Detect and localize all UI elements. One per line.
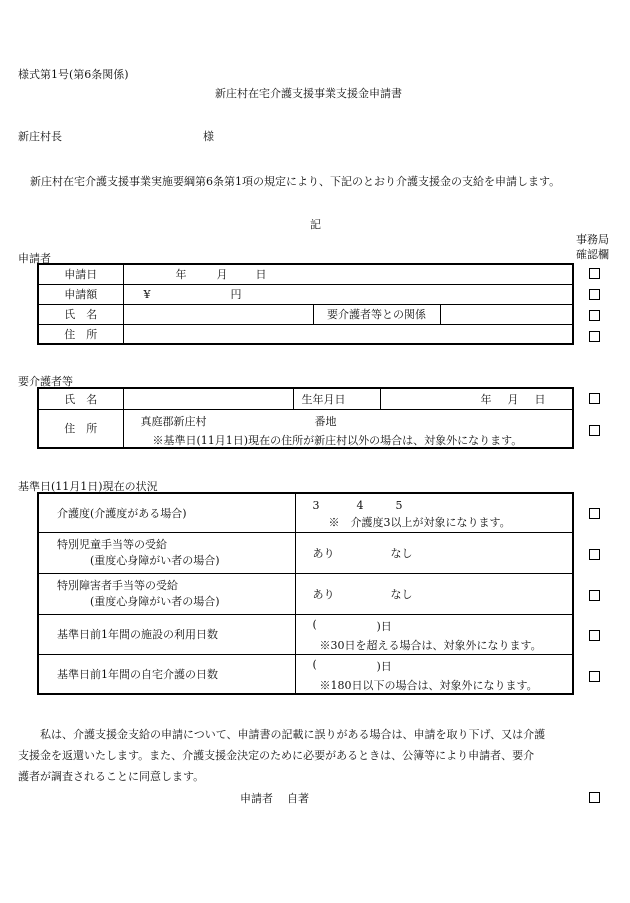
consent-text (18, 724, 545, 787)
intro-text: 新庄村在宅介護支援事業実施要綱第6条第1項の規定により、下記のとおり介護支援金の支給を申請します。 (30, 175, 561, 188)
office-check-line1: 事務局 (576, 233, 609, 246)
recipient-address-field[interactable] (123, 409, 573, 448)
check-signature[interactable] (589, 792, 600, 803)
apply-date-day: 日 (255, 268, 267, 282)
recipient-address-label: 住 所 (38, 409, 123, 448)
disability-allowance-label-1: 特別障害者手当等の受給 (57, 578, 178, 592)
disability-allowance-yes[interactable]: あり (312, 587, 335, 601)
check-recipient-name[interactable] (589, 393, 600, 404)
facility-days-paren-open: ( (312, 618, 317, 631)
home-care-days-field[interactable] (295, 654, 573, 694)
applicant-name-label: 氏 名 (38, 304, 123, 324)
home-care-days-paren-close: )日 (376, 659, 392, 673)
consent-line-3: 護者が調査されることに同意します。 (18, 770, 205, 783)
facility-days-label: 基準日前1年間の施設の利用日数 (38, 614, 295, 654)
child-allowance-field[interactable] (295, 532, 573, 573)
disability-allowance-field[interactable] (295, 573, 573, 614)
signature-sub: 自著 (287, 792, 309, 805)
check-apply-date[interactable] (589, 268, 600, 279)
dob-year: 年 (480, 392, 492, 406)
check-apply-amount[interactable] (589, 289, 600, 300)
recipient-name-label: 氏 名 (38, 388, 123, 409)
office-check-header (576, 232, 609, 262)
check-applicant-address[interactable] (589, 331, 600, 342)
disability-allowance-no[interactable]: なし (390, 587, 413, 601)
address-suffix: 番地 (314, 414, 337, 428)
apply-date-year: 年 (175, 268, 187, 282)
care-level-note: ※ 介護度3以上が対象になります。 (328, 516, 511, 530)
dob-label: 生年月日 (293, 388, 380, 409)
status-section-label: 基準日(11月1日)現在の状況 (18, 480, 158, 493)
applicant-table (37, 263, 574, 345)
form-title: 新庄村在宅介護支援事業支援金申請書 (215, 87, 402, 100)
address-prefix: 真庭郡新庄村 (140, 414, 207, 428)
office-check-line2: 確認欄 (576, 248, 609, 261)
care-level-label: 介護度(介護度がある場合) (38, 493, 295, 532)
consent-line-2: 支援金を返還いたします。また、介護支援金決定のために必要があるときは、公簿等により申請者、要介 (18, 749, 535, 762)
status-table (37, 492, 574, 695)
form-number: 様式第1号(第6条関係) (18, 68, 129, 81)
check-applicant-name[interactable] (589, 310, 600, 321)
consent-line-1: 私は、介護支援金支給の申請について、申請書の記載に誤りがある場合は、申請を取り下げ、又は介護 (40, 728, 546, 741)
facility-days-field[interactable] (295, 614, 573, 654)
dob-field[interactable] (380, 388, 573, 409)
applicant-address-field[interactable] (123, 324, 573, 344)
home-care-days-note: ※180日以下の場合は、対象外になります。 (319, 678, 538, 692)
applicant-address-label: 住 所 (38, 324, 123, 344)
care-recipient-section-label: 要介護者等 (18, 375, 73, 388)
addressee: 新庄村長 (18, 130, 62, 143)
disability-allowance-label-2: (重度心身障がい者の場合) (90, 594, 220, 608)
care-recipient-table (37, 387, 574, 449)
check-facility-days[interactable] (589, 630, 600, 641)
child-allowance-label (38, 532, 295, 573)
check-disability-allowance[interactable] (589, 590, 600, 601)
applicant-name-field[interactable] (123, 304, 313, 324)
applicant-section-label: 申請者 (18, 252, 51, 265)
relation-field[interactable] (440, 304, 573, 324)
addressee-honorific: 様 (203, 130, 214, 143)
yen-unit: 円 (230, 288, 242, 301)
apply-amount-field[interactable] (123, 284, 573, 304)
facility-days-note: ※30日を超える場合は、対象外になります。 (319, 639, 542, 652)
check-recipient-address[interactable] (589, 425, 600, 436)
care-level-opt-3[interactable]: 3 (312, 499, 320, 513)
care-level-field[interactable] (295, 493, 573, 532)
care-level-opt-5[interactable]: 5 (395, 499, 403, 513)
apply-amount-label: 申請額 (38, 284, 123, 304)
child-allowance-no[interactable]: なし (390, 546, 413, 560)
yen-symbol: ¥ (143, 288, 151, 301)
home-care-days-label: 基準日前1年間の自宅介護の日数 (38, 654, 295, 694)
apply-date-field[interactable] (123, 264, 573, 284)
address-note: ※基準日(11月1日)現在の住所が新庄村以外の場合は、対象外になります。 (152, 433, 523, 447)
child-allowance-yes[interactable]: あり (312, 546, 335, 560)
apply-date-label: 申請日 (38, 264, 123, 284)
home-care-days-paren-open: ( (312, 657, 317, 671)
dob-month: 月 (507, 392, 519, 406)
child-allowance-label-2: (重度心身障がい者の場合) (90, 553, 220, 567)
care-level-opt-4[interactable]: 4 (356, 499, 364, 513)
apply-date-month: 月 (216, 268, 228, 282)
signature-label: 申請者 (240, 792, 273, 805)
relation-label: 要介護者等との関係 (313, 304, 440, 324)
ki-heading: 記 (310, 218, 321, 231)
recipient-name-field[interactable] (123, 388, 293, 409)
check-care-level[interactable] (589, 508, 600, 519)
check-home-care-days[interactable] (589, 671, 600, 682)
check-child-allowance[interactable] (589, 549, 600, 560)
disability-allowance-label (38, 573, 295, 614)
facility-days-paren-close: )日 (376, 620, 392, 633)
child-allowance-label-1: 特別児童手当等の受給 (57, 537, 167, 551)
dob-day: 日 (534, 392, 546, 406)
